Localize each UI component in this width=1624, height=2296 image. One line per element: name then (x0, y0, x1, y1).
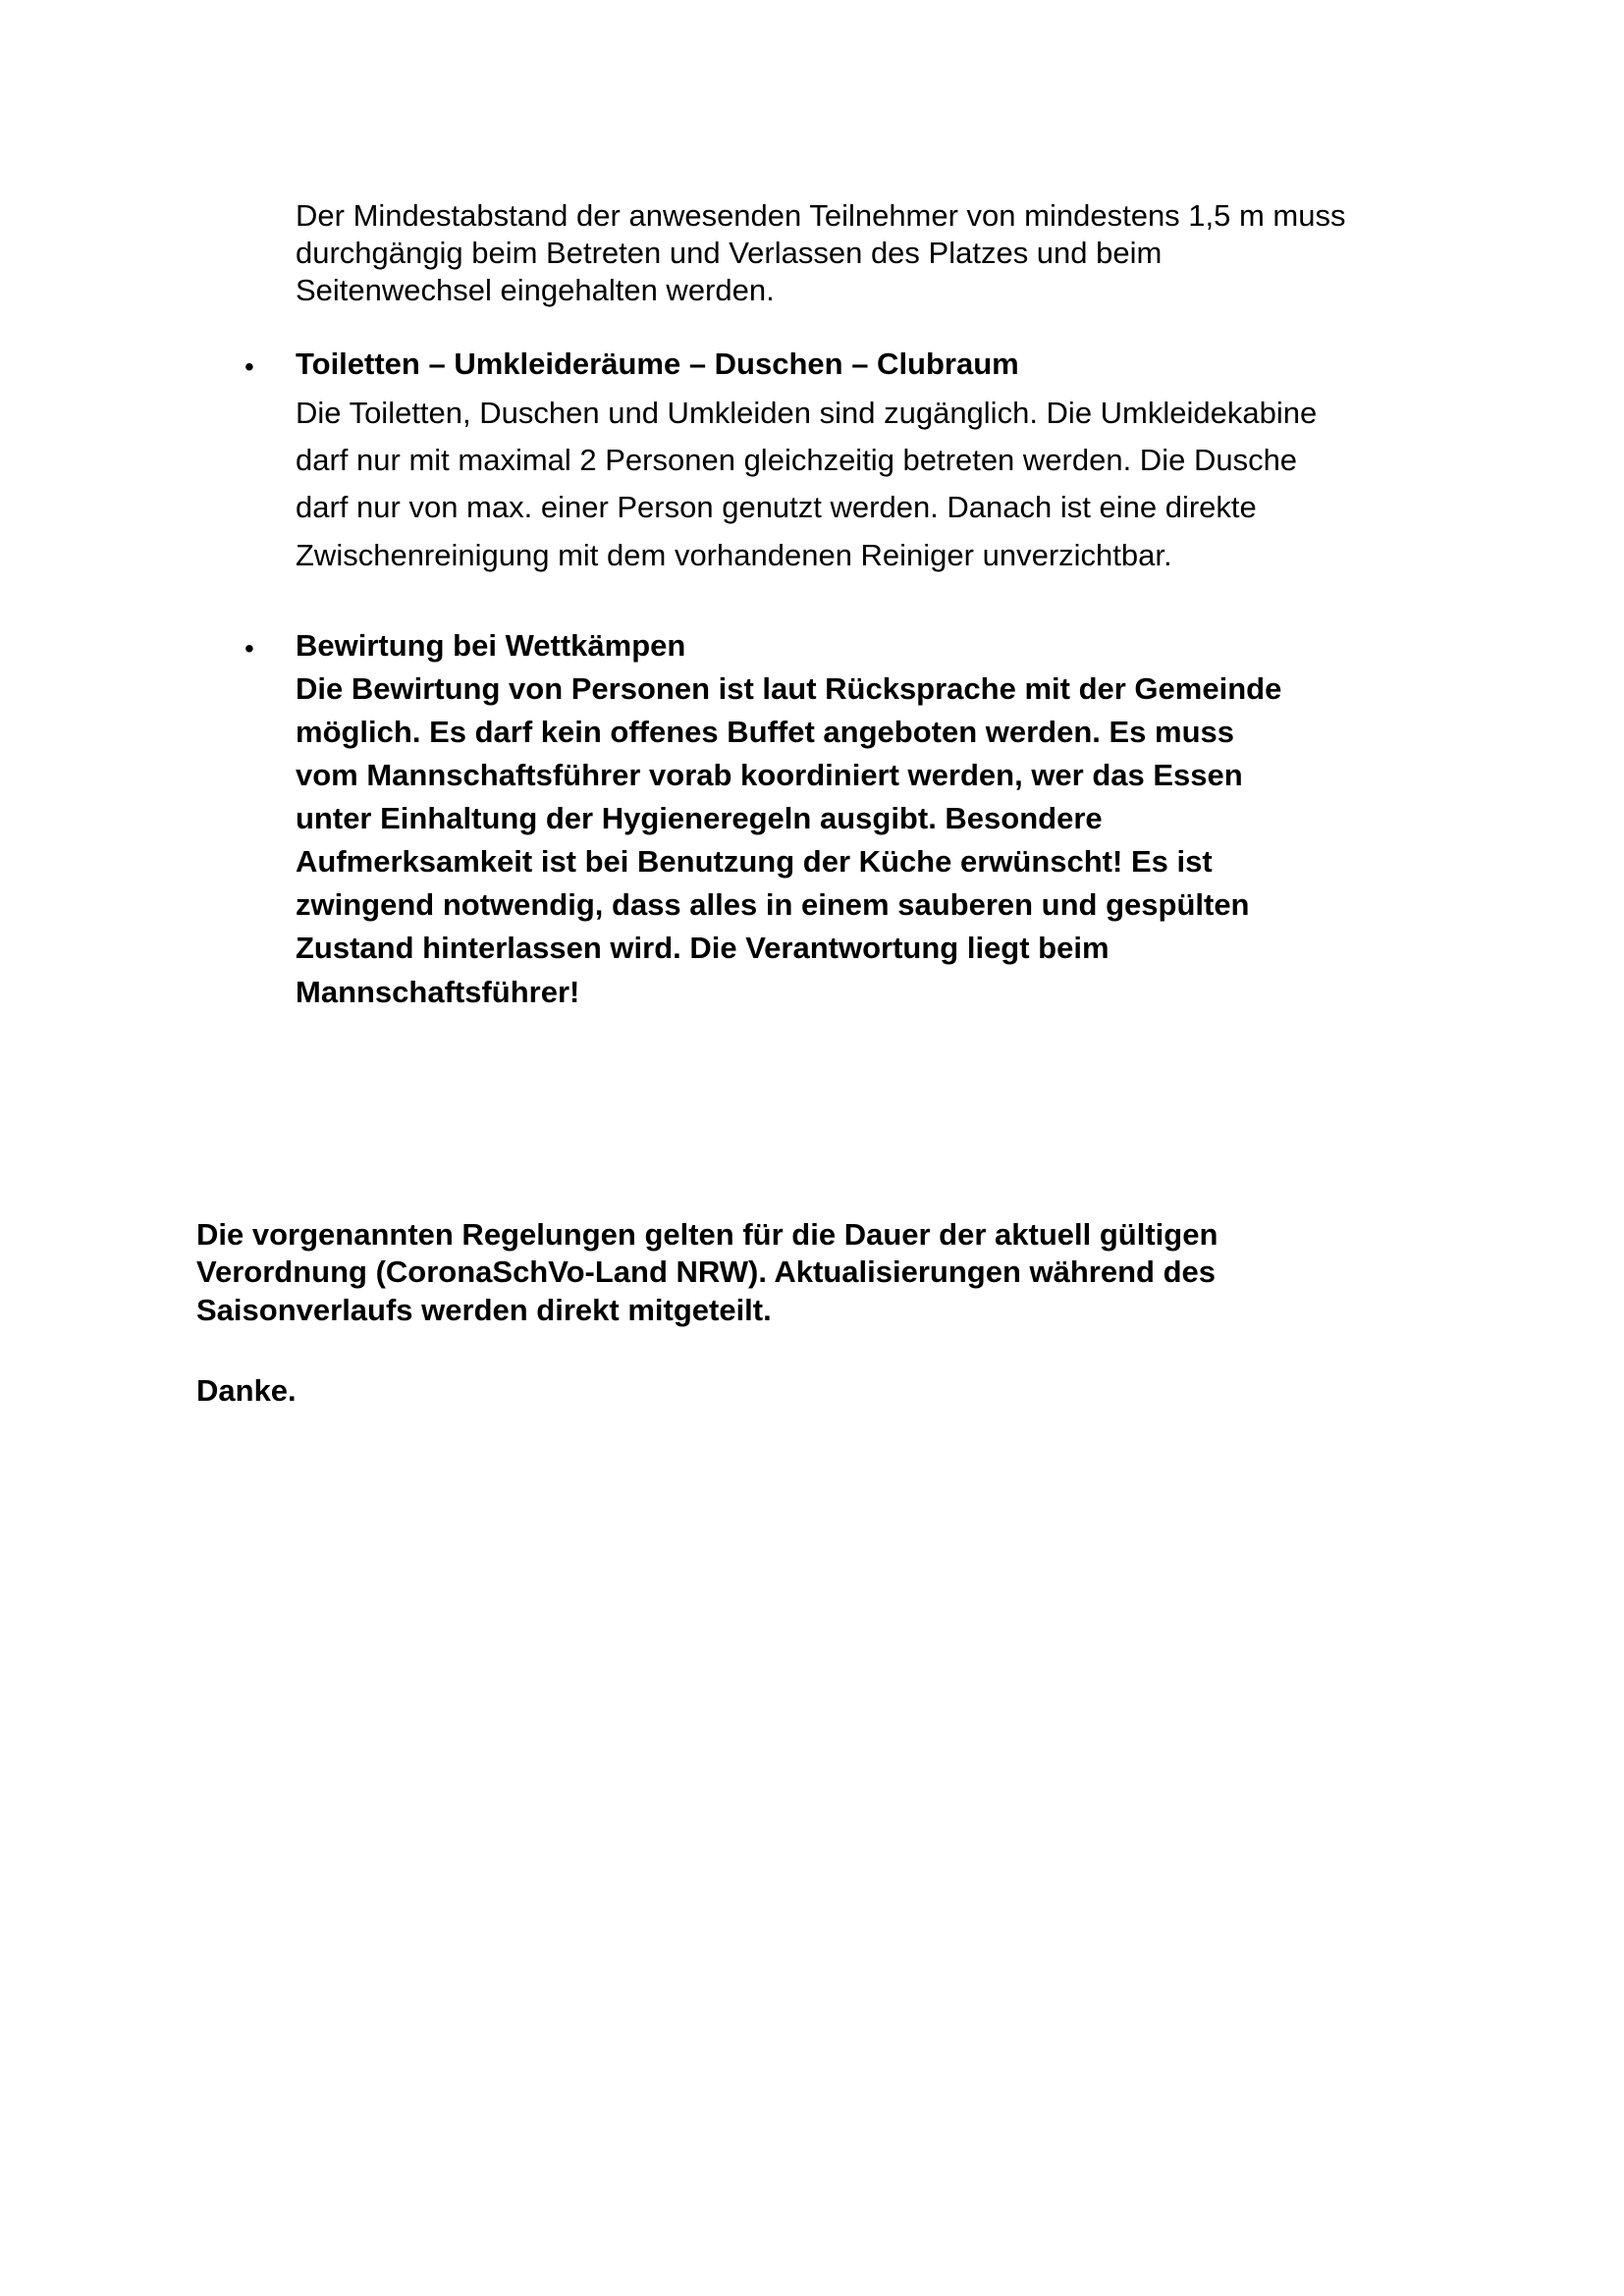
bewirtung-line: Zustand hinterlassen wird. Die Verantwortung liegt beim (296, 931, 1110, 965)
bewirtung-line: Mannschaftsführer! (296, 975, 580, 1009)
section-heading-bewirtung: Bewirtung bei Wettkämpen (296, 628, 686, 663)
bullet-icon: • (244, 351, 254, 382)
bewirtung-line: Die Bewirtung von Personen ist laut Rücksprache mit der Gemeinde (296, 671, 1282, 706)
toiletten-line: darf nur mit maximal 2 Personen gleichzeitig betreten werden. Die Dusche (296, 443, 1298, 477)
toiletten-line: Die Toiletten, Duschen und Umkleiden sind zugänglich. Die Umkleidekabine (296, 396, 1318, 430)
bewirtung-line: Aufmerksamkeit ist bei Benutzung der Küche erwünscht! Es ist (296, 844, 1213, 879)
intro-line: Seitenwechsel eingehalten werden. (296, 273, 775, 307)
toiletten-line: Zwischenreinigung mit dem vorhandenen Reiniger unverzichtbar. (296, 538, 1172, 572)
bewirtung-line: unter Einhaltung der Hygieneregeln ausgibt. Besondere (296, 801, 1103, 835)
bewirtung-line: vom Mannschaftsführer vorab koordiniert werden, wer das Essen (296, 758, 1243, 792)
closing-line: Saisonverlaufs werden direkt mitgeteilt. (196, 1293, 772, 1327)
toiletten-line: darf nur von max. einer Person genutzt werden. Danach ist eine direkte (296, 490, 1257, 524)
bullet-icon: • (244, 633, 254, 664)
bewirtung-line: zwingend notwendig, dass alles in einem sauberen und gespülten (296, 887, 1250, 922)
closing-line: Verordnung (CoronaSchVo-Land NRW). Aktualisierungen während des (196, 1255, 1217, 1289)
bewirtung-line: möglich. Es darf kein offenes Buffet angeboten werden. Es muss (296, 715, 1235, 749)
section-heading-toiletten: Toiletten – Umkleideräume – Duschen – Clubraum (296, 347, 1019, 381)
intro-line: Der Mindestabstand der anwesenden Teilnehmer von mindestens 1,5 m muss (296, 198, 1346, 233)
closing-line: Die vorgenannten Regelungen gelten für die Dauer der aktuell gültigen (196, 1217, 1218, 1252)
intro-line: durchgängig beim Betreten und Verlassen des Platzes und beim (296, 236, 1163, 270)
closing-thanks: Danke. (196, 1373, 297, 1408)
